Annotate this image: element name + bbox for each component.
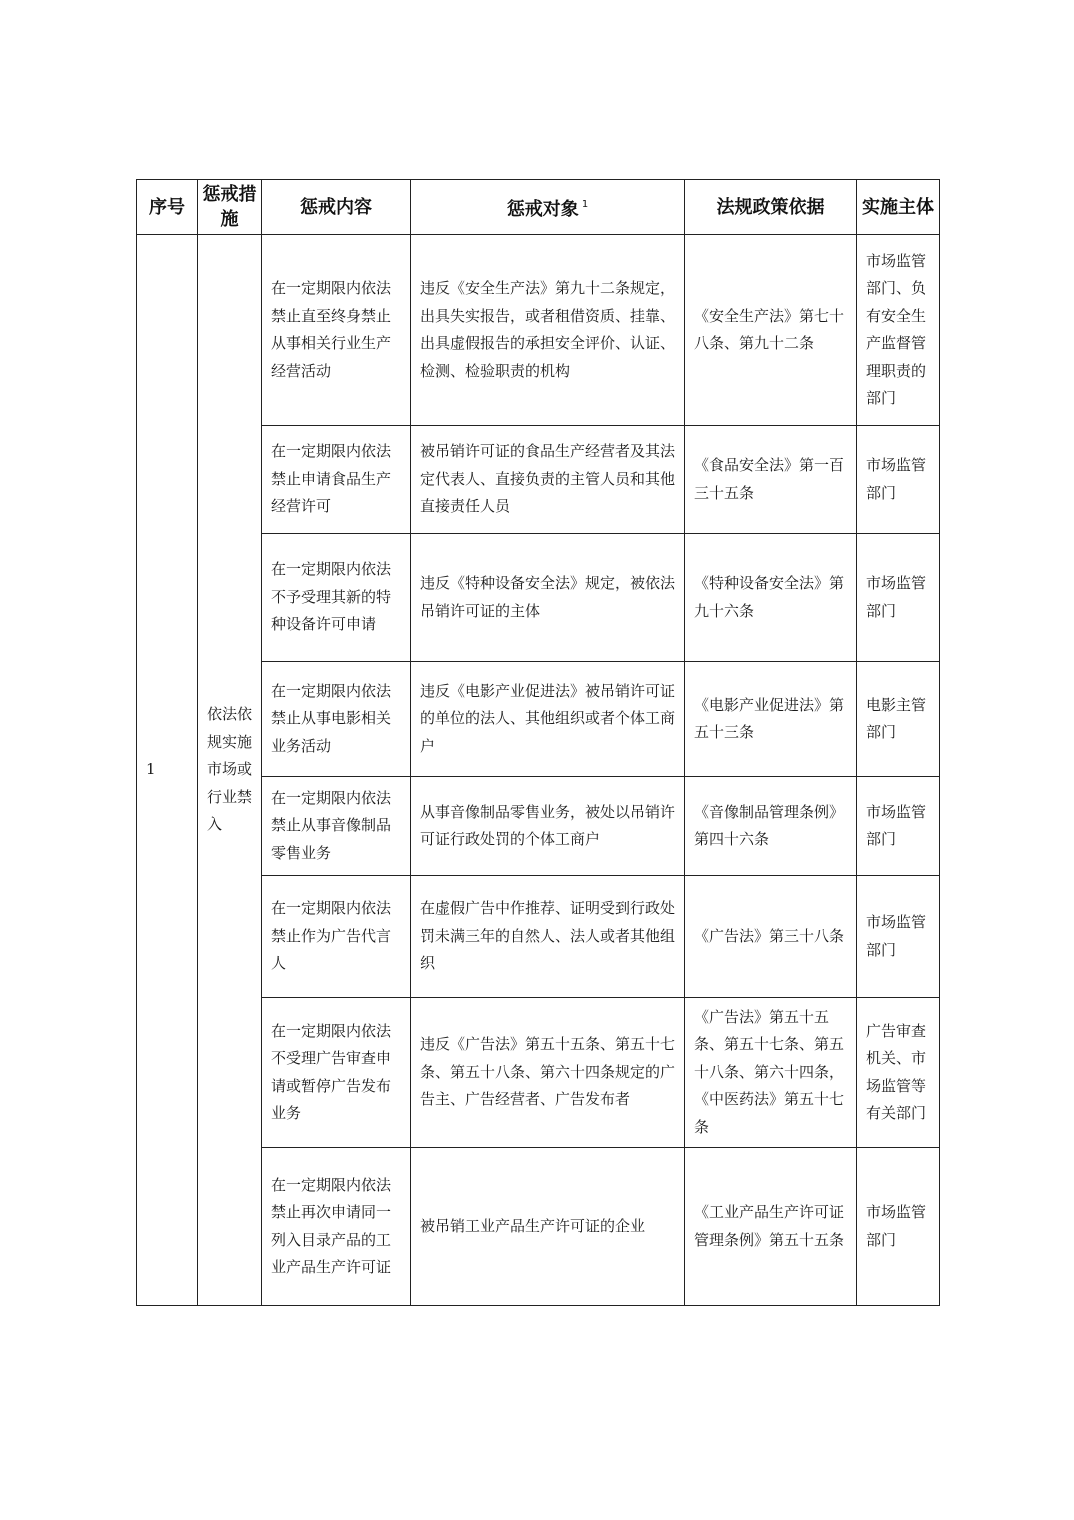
target-cell: 被吊销工业产品生产许可证的企业: [411, 1148, 685, 1306]
footnote-marker: 1: [581, 199, 589, 210]
basis-cell: 《电影产业促进法》第五十三条: [685, 662, 857, 777]
target-cell: 从事音像制品零售业务，被处以吊销许可证行政处罚的个体工商户: [411, 777, 685, 876]
target-cell: 在虚假广告中作推荐、证明受到行政处罚未满三年的自然人、法人或者其他组织: [411, 876, 685, 998]
body-cell: 市场监管部门: [857, 1148, 940, 1306]
header-measure: 惩戒措施: [198, 180, 262, 235]
basis-cell: 《广告法》第五十五条、第五十七条、第五十八条、第六十四条，《中医药法》第五十七条: [685, 998, 857, 1148]
row-number: 1: [137, 235, 198, 1306]
body-cell: 市场监管部门: [857, 426, 940, 534]
header-no: 序号: [137, 180, 198, 235]
body-cell: 市场监管部门、负有安全生产监督管理职责的部门: [857, 235, 940, 426]
content-cell: 在一定期限内依法禁止作为广告代言人: [262, 876, 411, 998]
basis-cell: 《音像制品管理条例》第四十六条: [685, 777, 857, 876]
target-cell: 被吊销许可证的食品生产经营者及其法定代表人、直接负责的主管人员和其他直接责任人员: [411, 426, 685, 534]
header-target-label: 惩戒对象: [506, 199, 579, 220]
header-content: 惩戒内容: [262, 180, 411, 235]
basis-cell: 《广告法》第三十八条: [685, 876, 857, 998]
target-cell: 违反《广告法》第五十五条、第五十七条、第五十八条、第六十四条规定的广告主、广告经营者、广告发布者: [411, 998, 685, 1148]
target-cell: 违反《电影产业促进法》被吊销许可证的单位的法人、其他组织或者个体工商户: [411, 662, 685, 777]
body-cell: 广告审查机关、市场监管等有关部门: [857, 998, 940, 1148]
content-cell: 在一定期限内依法禁止从事电影相关业务活动: [262, 662, 411, 777]
content-cell: 在一定期限内依法禁止再次申请同一列入目录产品的工业产品生产许可证: [262, 1148, 411, 1306]
header-basis: 法规政策依据: [685, 180, 857, 235]
header-target: [411, 180, 685, 235]
content-cell: 在一定期限内依法不受理广告审查申请或暂停广告发布业务: [262, 998, 411, 1148]
body-cell: 市场监管部门: [857, 777, 940, 876]
target-cell: 违反《安全生产法》第九十二条规定，出具失实报告，或者租借资质、挂靠、出具虚假报告的承担安全评价、认证、检测、检验职责的机构: [411, 235, 685, 426]
body-cell: 市场监管部门: [857, 876, 940, 998]
content-cell: 在一定期限内依法不予受理其新的特种设备许可申请: [262, 534, 411, 662]
measure-cell: 依法依规实施市场或行业禁入: [198, 235, 262, 1306]
content-cell: 在一定期限内依法禁止从事音像制品零售业务: [262, 777, 411, 876]
basis-cell: 《工业产品生产许可证管理条例》第五十五条: [685, 1148, 857, 1306]
basis-cell: 《安全生产法》第七十八条、第九十二条: [685, 235, 857, 426]
content-cell: 在一定期限内依法禁止申请食品生产经营许可: [262, 426, 411, 534]
target-cell: 违反《特种设备安全法》规定，被依法吊销许可证的主体: [411, 534, 685, 662]
punishment-table: [136, 179, 940, 1306]
basis-cell: 《特种设备安全法》第九十六条: [685, 534, 857, 662]
content-cell: 在一定期限内依法禁止直至终身禁止从事相关行业生产经营活动: [262, 235, 411, 426]
table-row: [137, 235, 940, 426]
table-header-row: [137, 180, 940, 235]
body-cell: 电影主管部门: [857, 662, 940, 777]
body-cell: 市场监管部门: [857, 534, 940, 662]
basis-cell: 《食品安全法》第一百三十五条: [685, 426, 857, 534]
header-body: 实施主体: [857, 180, 940, 235]
